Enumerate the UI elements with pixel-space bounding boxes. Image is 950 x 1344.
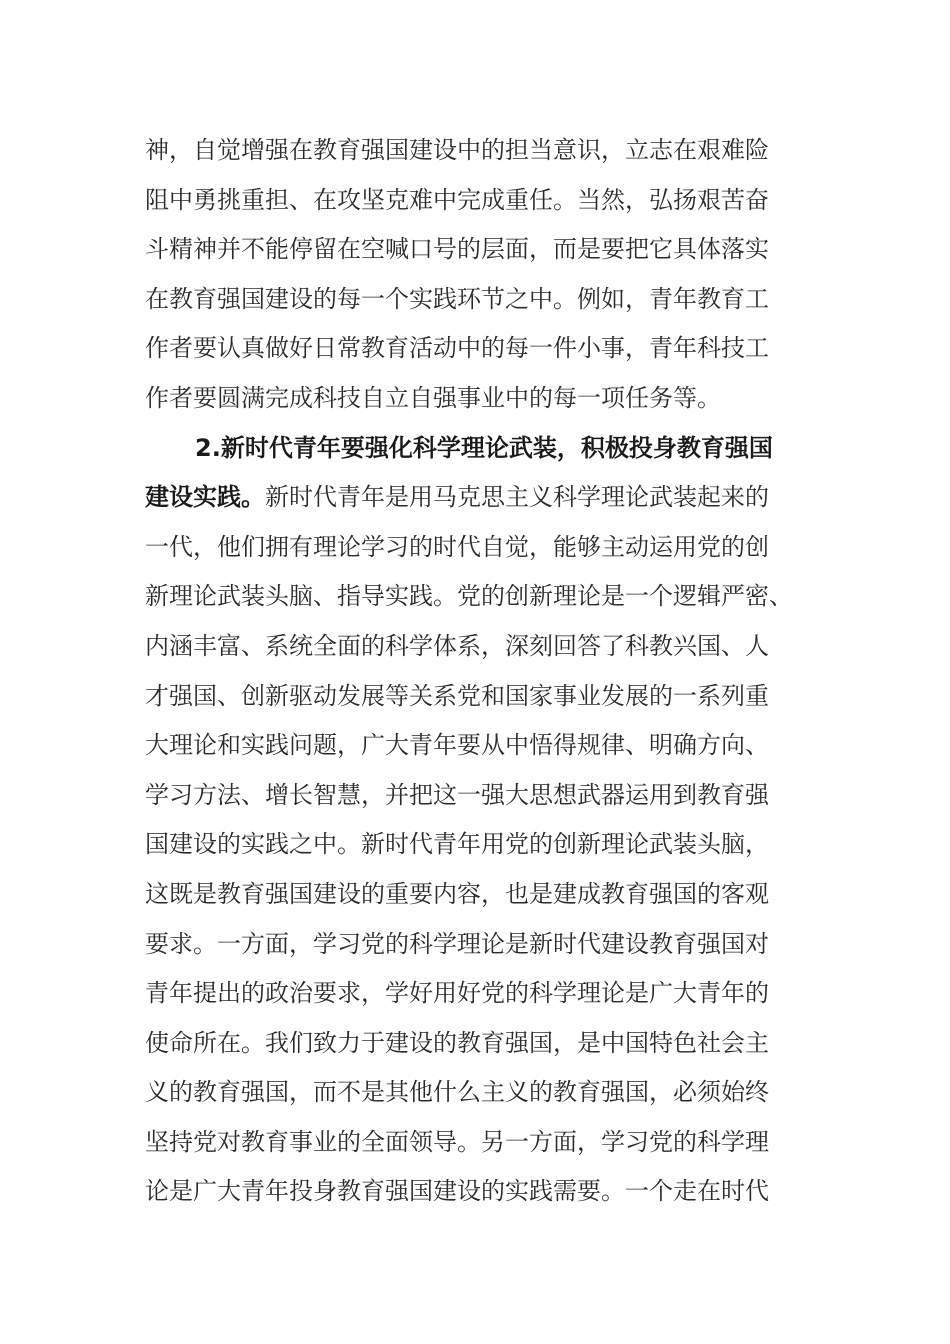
text-line: 这既是教育强国建设的重要内容，也是建成教育强国的客观 — [145, 879, 769, 908]
text-line: 使命所在。我们致力于建设的教育强国，是中国特色社会主 — [145, 1028, 769, 1057]
text-line-rest: 新时代青年是用马克思主义科学理论武装起来的 — [265, 483, 769, 512]
text-line: 义的教育强国，而不是其他什么主义的教育强国，必须始终 — [145, 1078, 769, 1107]
text-line: 论是广大青年投身教育强国建设的实践需要。一个走在时代 — [145, 1177, 769, 1206]
text-line: 青年提出的政治要求，学好用好党的科学理论是广大青年的 — [145, 979, 769, 1008]
text-line: 作者要圆满完成科技自立自强事业中的每一项任务等。 — [145, 383, 721, 412]
text-line: 才强国、创新驱动发展等关系党和国家事业发展的一系列重 — [145, 681, 769, 710]
text-line: 学习方法、增长智慧，并把这一强大思想武器运用到教育强 — [145, 780, 769, 809]
text-line: 作者要认真做好日常教育活动中的每一件小事，青年科技工 — [145, 334, 769, 363]
text-line: 在教育强国建设的每一个实践环节之中。例如，青年教育工 — [145, 284, 769, 313]
text-line: 国建设的实践之中。新时代青年用党的创新理论武装头脑， — [145, 830, 769, 859]
section-heading: 2.新时代青年要强化科学理论武装，积极投身教育强国 — [195, 433, 773, 462]
text-line: 坚持党对教育事业的全面领导。另一方面，学习党的科学理 — [145, 1127, 769, 1156]
text-line: 阻中勇挑重担、在攻坚克难中完成重任。当然，弘扬艰苦奋 — [145, 185, 769, 214]
section-heading-end: 建设实践。 — [145, 483, 265, 512]
text-line: 要求。一方面，学习党的科学理论是新时代建设教育强国对 — [145, 929, 769, 958]
body-text — [145, 126, 795, 1217]
text-line: 新理论武装头脑、指导实践。党的创新理论是一个逻辑严密、 — [145, 582, 793, 611]
text-line: 内涵丰富、系统全面的科学体系，深刻回答了科教兴国、人 — [145, 631, 769, 660]
text-line: 斗精神并不能停留在空喊口号的层面，而是要把它具体落实 — [145, 235, 769, 264]
text-line: 一代，他们拥有理论学习的时代自觉，能够主动运用党的创 — [145, 532, 769, 561]
text-line: 神，自觉增强在教育强国建设中的担当意识，立志在艰难险 — [145, 136, 769, 164]
text-line-mixed — [145, 473, 795, 523]
text-line: 大理论和实践问题，广大青年要从中悟得规律、明确方向、 — [145, 731, 769, 760]
